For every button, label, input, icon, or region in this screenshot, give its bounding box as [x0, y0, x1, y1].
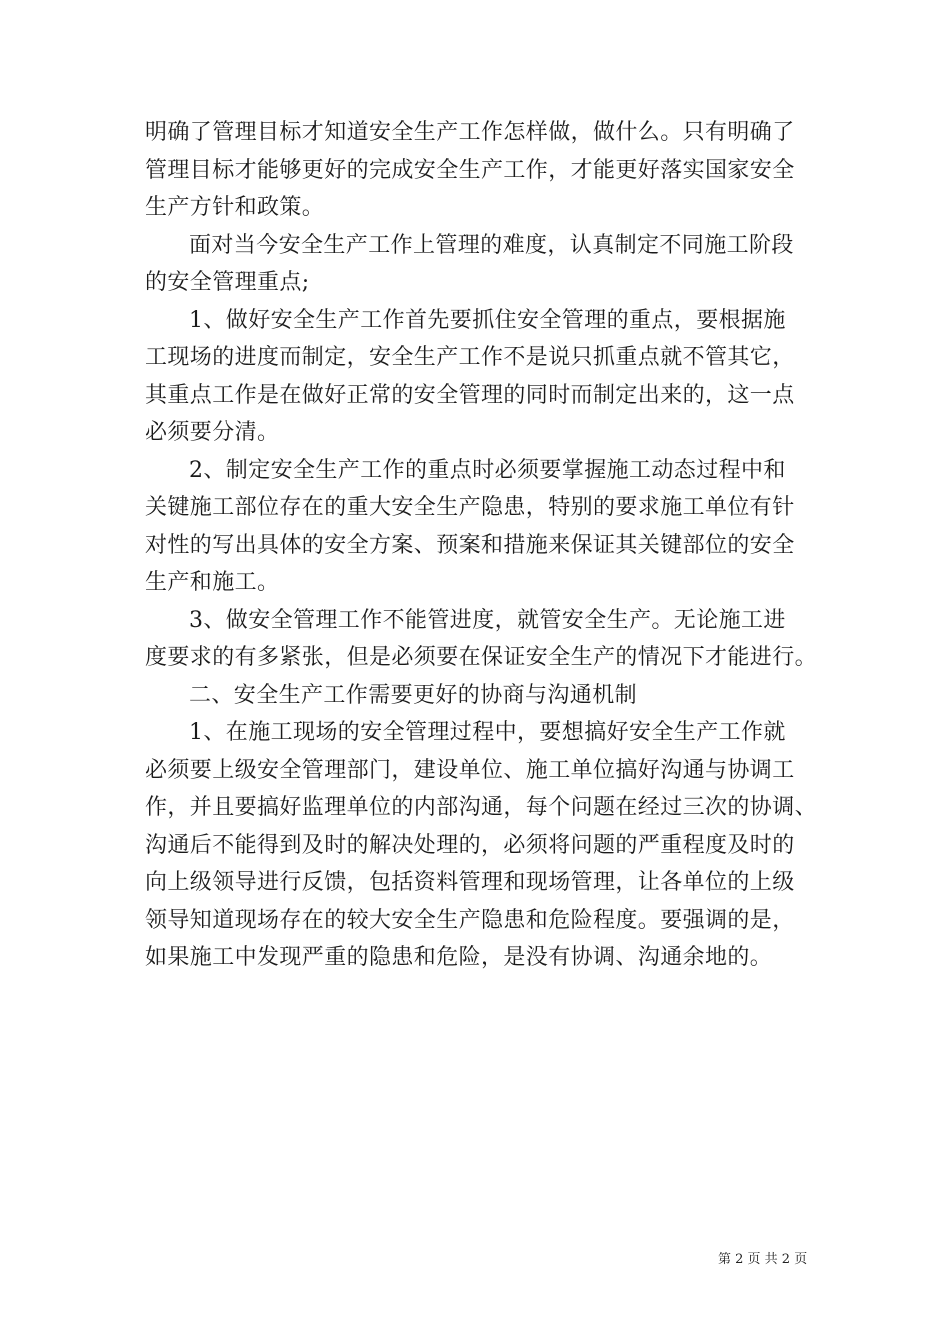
text-line: 如果施工中发现严重的隐患和危险，是没有协调、沟通余地的。 — [145, 945, 773, 970]
text-line: 面对当今安全生产工作上管理的难度，认真制定不同施工阶段 — [189, 232, 794, 258]
text-line: 1、在施工现场的安全管理过程中，要想搞好安全生产工作就 — [189, 720, 786, 745]
text-line: 明确了管理目标才知道安全生产工作怎样做，做什么。只有明确了 — [145, 120, 795, 145]
text-line: 生产方针和政策。 — [145, 195, 325, 220]
text-line: 管理目标才能够更好的完成安全生产工作，才能更好落实国家安全 — [145, 157, 795, 183]
document-body — [145, 114, 818, 977]
text-line: 的安全管理重点; — [145, 270, 310, 295]
text-line: 1、做好安全生产工作首先要抓住安全管理的重点，要根据施 — [189, 307, 786, 333]
text-line: 必须要分清。 — [145, 420, 280, 445]
text-line: 工现场的进度而制定，安全生产工作不是说只抓重点就不管其它， — [145, 345, 795, 370]
text-line: 沟通后不能得到及时的解决处理的，必须将问题的严重程度及时的 — [145, 832, 795, 858]
text-line: 3、做安全管理工作不能管进度，就管安全生产。无论施工进 — [189, 607, 786, 633]
text-line: 其重点工作是在做好正常的安全管理的同时而制定出来的，这一点 — [145, 382, 795, 408]
text-line: 度要求的有多紧张，但是必须要在保证安全生产的情况下才能进行。 — [145, 645, 818, 670]
text-line: 关键施工部位存在的重大安全生产隐患，特别的要求施工单位有针 — [145, 495, 795, 520]
text-line: 2、制定安全生产工作的重点时必须要掌握施工动态过程中和 — [189, 457, 786, 483]
text-line: 必须要上级安全管理部门，建设单位、施工单位搞好沟通与协调工 — [145, 757, 795, 783]
text-line: 对性的写出具体的安全方案、预案和措施来保证其关键部位的安全 — [145, 532, 795, 558]
text-line: 向上级领导进行反馈，包括资料管理和现场管理，让各单位的上级 — [145, 870, 795, 895]
text-line: 生产和施工。 — [145, 570, 280, 595]
text-line: 领导知道现场存在的较大安全生产隐患和危险程度。要强调的是， — [145, 907, 795, 933]
text-line: 作，并且要搞好监理单位的内部沟通，每个问题在经过三次的协调、 — [145, 795, 818, 820]
text-line: 二、安全生产工作需要更好的协商与沟通机制 — [189, 682, 638, 708]
page-number: 第 2 页 共 2 页 — [718, 1252, 808, 1267]
